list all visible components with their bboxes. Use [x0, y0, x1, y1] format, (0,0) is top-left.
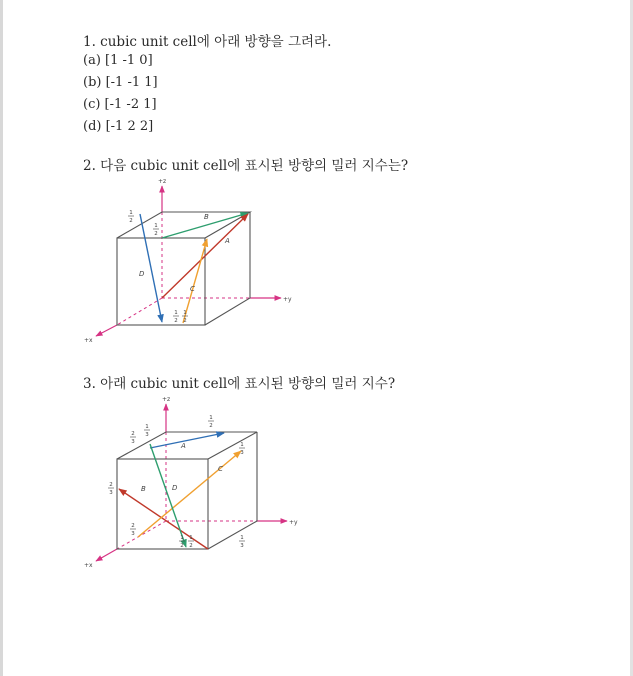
q2-top-face	[117, 212, 250, 238]
svg-text:1: 1	[183, 310, 187, 316]
svg-text:2: 2	[209, 423, 213, 429]
q3-title: 3. 아래 cubic unit cell에 표시된 방향의 밀러 지수?	[83, 376, 396, 392]
q2-x-axis	[96, 325, 117, 336]
svg-text:2: 2	[174, 318, 178, 324]
q3-fraction-one-third-bottom-right	[239, 535, 245, 549]
svg-text:1: 1	[240, 535, 244, 541]
q2-front-face	[117, 238, 205, 325]
q1-item-a: (a) [1 -1 0]	[83, 53, 153, 68]
q3-label-vector-c: C	[218, 465, 223, 473]
q3-label-vector-b: B	[141, 485, 146, 493]
svg-text:2: 2	[154, 231, 158, 237]
q3-label-x: +x	[84, 562, 93, 569]
q2-title: 2. 다음 cubic unit cell에 표시된 방향의 밀러 지수는?	[83, 158, 409, 174]
svg-text:3: 3	[145, 432, 149, 438]
q3-fraction-two-thirds-left	[108, 482, 114, 496]
svg-text:3: 3	[131, 439, 135, 445]
svg-text:3: 3	[240, 543, 244, 549]
q3-fraction-two-thirds-top	[130, 431, 136, 445]
svg-text:2: 2	[131, 431, 135, 437]
q2-label-y: +y	[283, 296, 292, 303]
q2-vector-d	[140, 214, 162, 322]
q3-right-edges	[208, 432, 257, 549]
svg-text:2: 2	[131, 523, 135, 529]
q3-x-axis	[96, 549, 117, 561]
q2-fraction-half-top	[128, 210, 134, 224]
q2-right-edges	[205, 212, 250, 325]
q2-label-x: +x	[84, 337, 93, 344]
svg-text:1: 1	[240, 442, 244, 448]
q3-fraction-half-top-right	[208, 415, 214, 429]
q2-label-vector-a: A	[225, 237, 230, 245]
q3-hidden-edge-x	[117, 521, 166, 549]
svg-text:2: 2	[180, 543, 184, 549]
q1-item-b: (b) [-1 -1 1]	[83, 75, 158, 90]
svg-text:2: 2	[183, 318, 187, 324]
q3-fraction-two-thirds-bottom-left	[130, 523, 136, 537]
q2-label-vector-d: D	[139, 270, 145, 278]
svg-text:3: 3	[131, 531, 135, 537]
q1-item-c: (c) [-1 -2 1]	[83, 97, 157, 112]
svg-text:1: 1	[174, 310, 178, 316]
q2-fraction-half-mid	[153, 223, 159, 237]
svg-text:3: 3	[240, 450, 244, 456]
q1-item-d: (d) [-1 2 2]	[83, 119, 154, 134]
q3-fraction-half-bottom-b	[188, 535, 194, 549]
q2-label-vector-b: B	[204, 213, 209, 221]
q2-label-z: +z	[158, 178, 167, 185]
svg-text:2: 2	[189, 543, 193, 549]
q1-title: 1. cubic unit cell에 아래 방향을 그려라.	[83, 34, 332, 50]
svg-text:1: 1	[180, 535, 184, 541]
q3-label-vector-a: A	[181, 442, 186, 450]
svg-text:1: 1	[129, 210, 133, 216]
svg-text:2: 2	[109, 482, 113, 488]
q3-fraction-one-third-top	[144, 424, 150, 438]
svg-text:1: 1	[209, 415, 213, 421]
q2-label-vector-c: C	[190, 285, 195, 293]
q3-label-z: +z	[162, 396, 171, 403]
q3-cube	[84, 396, 298, 569]
q3-fraction-one-third-right	[239, 442, 245, 456]
q2-cube	[84, 178, 292, 344]
svg-text:3: 3	[109, 490, 113, 496]
q2-fraction-half-bottom-left	[173, 310, 179, 324]
q3-vector-c	[138, 451, 241, 537]
svg-text:2: 2	[129, 218, 133, 224]
svg-text:1: 1	[154, 223, 158, 229]
q2-hidden-edge-x	[117, 298, 162, 325]
q3-label-y: +y	[289, 519, 298, 526]
q3-label-vector-d: D	[172, 484, 178, 492]
svg-text:1: 1	[189, 535, 193, 541]
svg-text:1: 1	[145, 424, 149, 430]
